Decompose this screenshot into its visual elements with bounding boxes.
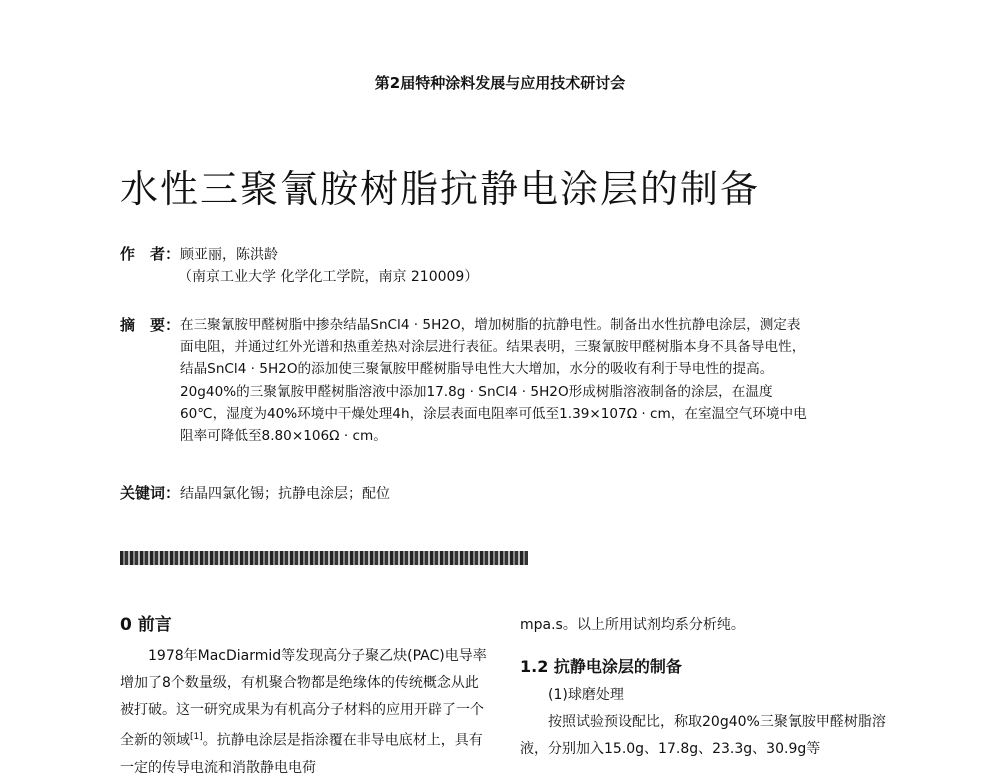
keywords-text: 结晶四氯化锡；抗静电涂层；配位 xyxy=(180,486,391,502)
paper-title: 水性三聚氰胺树脂抗静电涂层的制备 xyxy=(120,167,761,211)
conference-header: 第2届特种涂料发展与应用技术研讨会 xyxy=(374,74,626,92)
author-names: 顾亚丽，陈洪龄 xyxy=(180,247,279,263)
abstract-text: 在三聚氰胺甲醛树脂中掺杂结晶SnCl4 · 5H2O，增加树脂的抗静电性。制备出水性抗静电涂层，测定表面电阻，并通过红外光谱和热重差热对涂层进行表征。结果表明，三聚氰胺甲醛树脂本身不具备导电性，结晶SnCl4 · 5H2O的添加使三聚氰胺甲醛树脂导电性大大增加，水分的吸收有利于导电性的提高。20g40%的三聚氰胺甲醛树脂溶液中添加17.8g · SnCl4 · 5H2O形成树脂溶液制备的涂层，在温度60℃，湿度为40%环境中干燥处理4h，涂层表面电阻率可低至1.39×107Ω · cm，在室温空气环境中电阻率可降低至8.80×106Ω · cm。 xyxy=(180,317,807,445)
authors-label: 作 者： xyxy=(120,245,181,263)
section-heading-1-2: 1.2 抗静电涂层的制备 xyxy=(520,657,682,676)
abstract-block xyxy=(120,314,810,447)
abstract-label: 摘 要： xyxy=(120,316,181,334)
keywords-label: 关键词： xyxy=(120,484,181,502)
section-divider-bar xyxy=(120,551,528,565)
intro-paragraph xyxy=(120,643,490,782)
intro-text-tail: 。抗静电涂层是指涂覆在非导电底材上，具有一定的传导电流和消散静电电荷 xyxy=(120,732,483,776)
section-heading-intro: 0 前言 xyxy=(120,615,172,635)
left-column xyxy=(120,612,490,782)
right-column xyxy=(520,612,890,763)
subheading-ball-milling: (1)球磨处理 xyxy=(548,687,624,703)
keywords-line xyxy=(120,482,390,503)
intro-text: 1978年MacDiarmid等发现高分子聚乙炔(PAC)电导率增加了8个数量级，有机聚合物都是绝缘体的传统概念从此被打破。这一研究成果为有机高分子材料的应用开辟了一个全新的领域 xyxy=(120,648,487,749)
author-affiliation: （南京工业大学 化学化工学院，南京 210009） xyxy=(178,269,479,285)
continued-text: mpa.s。以上所用试剂均系分析纯。 xyxy=(520,617,745,633)
authors-line xyxy=(120,243,278,264)
reference-marker: [1] xyxy=(190,732,203,742)
method-paragraph: 按照试验预设配比，称取20g40%三聚氰胺甲醛树脂溶液，分别加入15.0g、17.8g、23.3g、30.9g等 xyxy=(520,714,886,757)
